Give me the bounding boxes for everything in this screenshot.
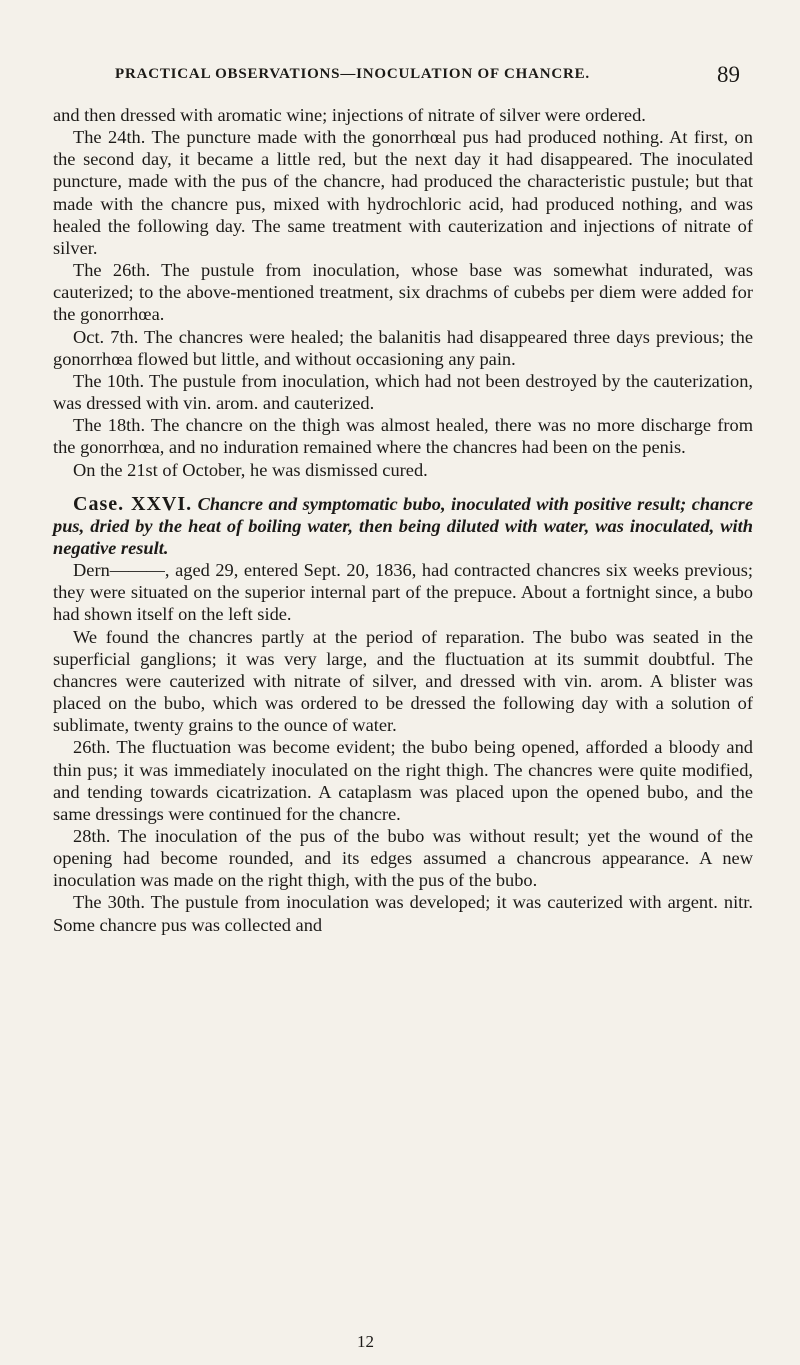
paragraph: The 30th. The pustule from inoculation was developed; it was cauterized with argent. nitr. Some chancre pus was collected and: [53, 892, 753, 935]
paragraph: The 10th. The pustule from inoculation, which had not been destroyed by the cauterization, was dressed with vin. arom. and cauterized.: [53, 370, 753, 414]
paragraph: The 18th. The chancre on the thigh was almost healed, there was no more discharge from the gonorrhœa, and no induration remained where the chancres had been on the penis.: [53, 415, 753, 458]
paragraph: Oct. 7th. The chancres were healed; the balanitis had disappeared three days previous; the gonorrhœa flowed but little, and without occasioning any pain.: [53, 326, 753, 369]
running-title: PRACTICAL OBSERVATIONS—INOCULATION OF CHANCRE.: [115, 66, 590, 82]
case-title: Chancre and symptomatic bubo, inoculated with positive result; chancre pus, dried by the heat of boiling water, then being diluted with water, was inoculated, with negative result.: [53, 493, 753, 558]
signature-mark: 12: [357, 1332, 374, 1351]
page-number: 89: [717, 62, 740, 87]
paragraph: On the 21st of October, he was dismissed cured.: [73, 459, 428, 480]
paragraph: We found the chancres partly at the period of reparation. The bubo was seated in the superficial ganglions; it was very large, and the fluctuation at its summit doubtful. The chancres were cauterized with nitrate of silver, and dressed with vin. arom. A blister was placed on the bubo, which was ordered to be dressed the following day with a solution of sublimate, twenty grains to the ounce of water.: [53, 626, 753, 736]
paragraph: Dern———, aged 29, entered Sept. 20, 1836, had contracted chancres six weeks previous; they were situated on the superior internal part of the prepuce. About a fortnight since, a bubo had shown itself on the left side.: [53, 560, 753, 625]
paragraph: The 24th. The puncture made with the gonorrhœal pus had produced nothing. At first, on the second day, it became a little red, but the next day it had disappeared. The inoculated puncture, made with the pus of the chancre, had produced the characteristic pustule; but that made with the chancre pus, mixed with hydrochloric acid, had produced nothing, and was healed the following day. The same treatment with cauterization and injections of nitrate of silver.: [53, 127, 753, 258]
paragraph: The 26th. The pustule from inoculation, whose base was somewhat indurated, was cauterized; to the above-mentioned treatment, six drachms of cubebs per diem were added for the gonorrhœa.: [53, 260, 753, 325]
case-label: Case. XXVI.: [73, 492, 193, 515]
paragraph: and then dressed with aromatic wine; injections of nitrate of silver were ordered.: [53, 105, 646, 125]
running-header: [95, 60, 740, 90]
paragraph: 28th. The inoculation of the pus of the bubo was without result; yet the wound of the opening had become rounded, and its edges assumed a chancrous appearance. A new inoculation was made on the right thigh, with the pus of the bubo.: [53, 826, 753, 891]
body-text: [53, 104, 753, 936]
case-heading: [53, 493, 753, 559]
paragraph: 26th. The fluctuation was become evident; the bubo being opened, afforded a bloody and thin pus; it was immediately inoculated on the right thigh. The chancres were quite modified, and tending towards cicatrization. A cataplasm was placed upon the opened bubo, and the same dressings were continued for the chancre.: [53, 737, 753, 824]
